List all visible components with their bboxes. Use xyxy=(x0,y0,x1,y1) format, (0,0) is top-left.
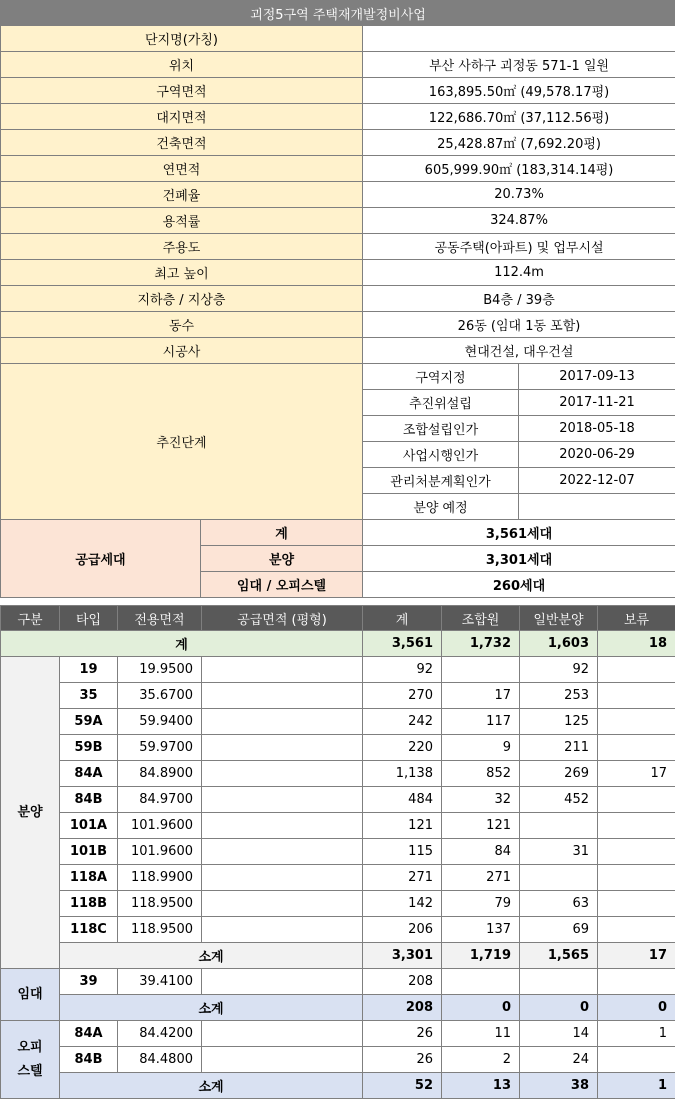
type-cell: 59A xyxy=(60,709,118,735)
type-row xyxy=(1,865,675,891)
overview-row xyxy=(1,208,675,234)
grand-total-label: 계 xyxy=(1,631,363,657)
type-row xyxy=(1,709,675,735)
subtotal-total: 52 xyxy=(363,1073,442,1099)
reserve-cell xyxy=(598,865,675,891)
grand-total-reserve: 18 xyxy=(598,631,675,657)
overview-label: 연면적 xyxy=(1,156,363,182)
member-cell: 852 xyxy=(442,761,520,787)
stage-row xyxy=(1,364,675,390)
type-cell: 84A xyxy=(60,1021,118,1047)
reserve-cell xyxy=(598,709,675,735)
supply-value: 260세대 xyxy=(363,572,675,598)
general-cell: 125 xyxy=(520,709,598,735)
overview-row xyxy=(1,338,675,364)
area-cell: 39.4100 xyxy=(118,969,202,995)
supply-area-cell xyxy=(202,761,363,787)
overview-row xyxy=(1,286,675,312)
overview-value: 공동주택(아파트) 및 업무시설 xyxy=(363,234,675,260)
supply-area-cell xyxy=(202,683,363,709)
supply-name: 계 xyxy=(201,520,363,546)
area-cell: 118.9500 xyxy=(118,891,202,917)
area-cell: 59.9700 xyxy=(118,735,202,761)
subtotal-reserve: 1 xyxy=(598,1073,675,1099)
stage-date xyxy=(519,494,675,520)
supply-area-cell xyxy=(202,1047,363,1073)
type-row xyxy=(1,1047,675,1073)
overview-label: 대지면적 xyxy=(1,104,363,130)
total-cell: 220 xyxy=(363,735,442,761)
overview-label: 위치 xyxy=(1,52,363,78)
subtotal-total: 3,301 xyxy=(363,943,442,969)
member-cell xyxy=(442,657,520,683)
reserve-cell xyxy=(598,891,675,917)
supply-value: 3,561세대 xyxy=(363,520,675,546)
supply-area-cell xyxy=(202,787,363,813)
type-cell: 84B xyxy=(60,1047,118,1073)
total-cell: 92 xyxy=(363,657,442,683)
stage-name: 분양 예정 xyxy=(363,494,519,520)
overview-label: 구역면적 xyxy=(1,78,363,104)
subtotal-general: 1,565 xyxy=(520,943,598,969)
supply-name: 분양 xyxy=(201,546,363,572)
reserve-cell xyxy=(598,969,675,995)
total-cell: 208 xyxy=(363,969,442,995)
total-cell: 271 xyxy=(363,865,442,891)
reserve-cell xyxy=(598,735,675,761)
stage-name: 관리처분계획인가 xyxy=(363,468,519,494)
subtotal-reserve: 0 xyxy=(598,995,675,1021)
supply-detail-table xyxy=(0,605,675,1099)
supply-area-cell xyxy=(202,839,363,865)
member-cell: 137 xyxy=(442,917,520,943)
area-cell: 84.4200 xyxy=(118,1021,202,1047)
overview-value: 324.87% xyxy=(363,208,675,234)
overview-value: 112.4m xyxy=(363,260,675,286)
total-cell: 1,138 xyxy=(363,761,442,787)
column-header: 일반분양 xyxy=(520,606,598,631)
type-row xyxy=(1,1021,675,1047)
overview-value xyxy=(363,26,675,52)
overview-value: 26동 (임대 1동 포함) xyxy=(363,312,675,338)
member-cell: 79 xyxy=(442,891,520,917)
section-label: 분양 xyxy=(1,657,60,969)
column-header: 전용면적 xyxy=(118,606,202,631)
subtotal-general: 38 xyxy=(520,1073,598,1099)
type-row xyxy=(1,761,675,787)
reserve-cell xyxy=(598,1047,675,1073)
overview-value: B4층 / 39층 xyxy=(363,286,675,312)
overview-row xyxy=(1,312,675,338)
member-cell: 117 xyxy=(442,709,520,735)
column-header: 타입 xyxy=(60,606,118,631)
stage-name: 추진위설립 xyxy=(363,390,519,416)
subtotal-member: 0 xyxy=(442,995,520,1021)
overview-row xyxy=(1,104,675,130)
supply-area-cell xyxy=(202,917,363,943)
reserve-cell xyxy=(598,787,675,813)
supply-area-cell xyxy=(202,891,363,917)
grand-total-row xyxy=(1,631,675,657)
area-cell: 118.9900 xyxy=(118,865,202,891)
overview-row xyxy=(1,182,675,208)
overview-label: 단지명(가칭) xyxy=(1,26,363,52)
grand-total-member: 1,732 xyxy=(442,631,520,657)
overview-row xyxy=(1,52,675,78)
column-header: 보류 xyxy=(598,606,675,631)
area-cell: 19.9500 xyxy=(118,657,202,683)
type-row xyxy=(1,969,675,995)
supply-label: 공급세대 xyxy=(1,520,201,598)
reserve-cell xyxy=(598,683,675,709)
stage-date: 2017-11-21 xyxy=(519,390,675,416)
member-cell: 11 xyxy=(442,1021,520,1047)
subtotal-total: 208 xyxy=(363,995,442,1021)
grand-total-general: 1,603 xyxy=(520,631,598,657)
total-cell: 270 xyxy=(363,683,442,709)
subtotal-reserve: 17 xyxy=(598,943,675,969)
type-cell: 19 xyxy=(60,657,118,683)
general-cell: 31 xyxy=(520,839,598,865)
overview-label: 건축면적 xyxy=(1,130,363,156)
total-cell: 26 xyxy=(363,1021,442,1047)
column-header: 조합원 xyxy=(442,606,520,631)
member-cell: 32 xyxy=(442,787,520,813)
stage-date: 2022-12-07 xyxy=(519,468,675,494)
reserve-cell xyxy=(598,917,675,943)
type-row xyxy=(1,735,675,761)
member-cell: 17 xyxy=(442,683,520,709)
supply-area-cell xyxy=(202,969,363,995)
type-row xyxy=(1,657,675,683)
supply-name: 임대 / 오피스텔 xyxy=(201,572,363,598)
supply-row xyxy=(1,520,675,546)
general-cell: 452 xyxy=(520,787,598,813)
stage-name: 구역지정 xyxy=(363,364,519,390)
subtotal-label: 소계 xyxy=(60,943,363,969)
general-cell xyxy=(520,813,598,839)
total-cell: 206 xyxy=(363,917,442,943)
general-cell: 24 xyxy=(520,1047,598,1073)
supply-area-cell xyxy=(202,813,363,839)
total-cell: 142 xyxy=(363,891,442,917)
overview-label: 지하층 / 지상층 xyxy=(1,286,363,312)
type-cell: 59B xyxy=(60,735,118,761)
general-cell: 269 xyxy=(520,761,598,787)
area-cell: 118.9500 xyxy=(118,917,202,943)
overview-row xyxy=(1,260,675,286)
column-header: 공급면적 (평형) xyxy=(202,606,363,631)
stage-name: 사업시행인가 xyxy=(363,442,519,468)
overview-value: 25,428.87㎡ (7,692.20평) xyxy=(363,130,675,156)
supply-area-cell xyxy=(202,709,363,735)
general-cell: 211 xyxy=(520,735,598,761)
section-label: 오피 스텔 xyxy=(1,1021,60,1099)
overview-label: 시공사 xyxy=(1,338,363,364)
overview-label: 동수 xyxy=(1,312,363,338)
header-row xyxy=(1,606,675,631)
overview-row xyxy=(1,26,675,52)
reserve-cell xyxy=(598,813,675,839)
area-cell: 84.4800 xyxy=(118,1047,202,1073)
subtotal-row xyxy=(1,943,675,969)
subtotal-label: 소계 xyxy=(60,995,363,1021)
supply-value: 3,301세대 xyxy=(363,546,675,572)
reserve-cell xyxy=(598,657,675,683)
stage-date: 2017-09-13 xyxy=(519,364,675,390)
type-row xyxy=(1,787,675,813)
total-cell: 484 xyxy=(363,787,442,813)
type-cell: 84B xyxy=(60,787,118,813)
area-cell: 35.6700 xyxy=(118,683,202,709)
general-cell: 63 xyxy=(520,891,598,917)
type-row xyxy=(1,917,675,943)
general-cell: 92 xyxy=(520,657,598,683)
overview-value: 605,999.90㎡ (183,314.14평) xyxy=(363,156,675,182)
overview-row xyxy=(1,78,675,104)
overview-value: 부산 사하구 괴정동 571-1 일원 xyxy=(363,52,675,78)
stage-name: 조합설립인가 xyxy=(363,416,519,442)
page-title: 괴정5구역 주택재개발정비사업 xyxy=(1,1,675,26)
supply-area-cell xyxy=(202,735,363,761)
overview-label: 건폐율 xyxy=(1,182,363,208)
reserve-cell: 1 xyxy=(598,1021,675,1047)
overview-row xyxy=(1,234,675,260)
type-row xyxy=(1,683,675,709)
general-cell xyxy=(520,969,598,995)
type-row xyxy=(1,891,675,917)
general-cell xyxy=(520,865,598,891)
type-cell: 101B xyxy=(60,839,118,865)
reserve-cell: 17 xyxy=(598,761,675,787)
subtotal-row xyxy=(1,995,675,1021)
general-cell: 69 xyxy=(520,917,598,943)
subtotal-row xyxy=(1,1073,675,1099)
subtotal-member: 1,719 xyxy=(442,943,520,969)
overview-row xyxy=(1,130,675,156)
type-row xyxy=(1,813,675,839)
general-cell: 253 xyxy=(520,683,598,709)
member-cell: 2 xyxy=(442,1047,520,1073)
stage-date: 2020-06-29 xyxy=(519,442,675,468)
subtotal-general: 0 xyxy=(520,995,598,1021)
subtotal-member: 13 xyxy=(442,1073,520,1099)
area-cell: 59.9400 xyxy=(118,709,202,735)
type-cell: 35 xyxy=(60,683,118,709)
member-cell: 9 xyxy=(442,735,520,761)
total-cell: 26 xyxy=(363,1047,442,1073)
area-cell: 84.9700 xyxy=(118,787,202,813)
type-cell: 39 xyxy=(60,969,118,995)
member-cell: 84 xyxy=(442,839,520,865)
area-cell: 84.8900 xyxy=(118,761,202,787)
total-cell: 115 xyxy=(363,839,442,865)
stages-label: 추진단계 xyxy=(1,364,363,520)
column-header: 계 xyxy=(363,606,442,631)
overview-label: 용적률 xyxy=(1,208,363,234)
type-cell: 118C xyxy=(60,917,118,943)
overview-label: 주용도 xyxy=(1,234,363,260)
member-cell: 271 xyxy=(442,865,520,891)
area-cell: 101.9600 xyxy=(118,839,202,865)
type-row xyxy=(1,839,675,865)
stage-date: 2018-05-18 xyxy=(519,416,675,442)
type-cell: 118B xyxy=(60,891,118,917)
type-cell: 118A xyxy=(60,865,118,891)
overview-label: 최고 높이 xyxy=(1,260,363,286)
type-cell: 101A xyxy=(60,813,118,839)
section-label: 임대 xyxy=(1,969,60,1021)
supply-area-cell xyxy=(202,657,363,683)
area-cell: 101.9600 xyxy=(118,813,202,839)
member-cell xyxy=(442,969,520,995)
overview-value: 현대건설, 대우건설 xyxy=(363,338,675,364)
subtotal-label: 소계 xyxy=(60,1073,363,1099)
total-cell: 242 xyxy=(363,709,442,735)
overview-row xyxy=(1,156,675,182)
grand-total-total: 3,561 xyxy=(363,631,442,657)
supply-area-cell xyxy=(202,865,363,891)
column-header: 구분 xyxy=(1,606,60,631)
general-cell: 14 xyxy=(520,1021,598,1047)
member-cell: 121 xyxy=(442,813,520,839)
supply-area-cell xyxy=(202,1021,363,1047)
overview-value: 122,686.70㎡ (37,112.56평) xyxy=(363,104,675,130)
type-cell: 84A xyxy=(60,761,118,787)
overview-value: 20.73% xyxy=(363,182,675,208)
reserve-cell xyxy=(598,839,675,865)
total-cell: 121 xyxy=(363,813,442,839)
overview-value: 163,895.50㎡ (49,578.17평) xyxy=(363,78,675,104)
